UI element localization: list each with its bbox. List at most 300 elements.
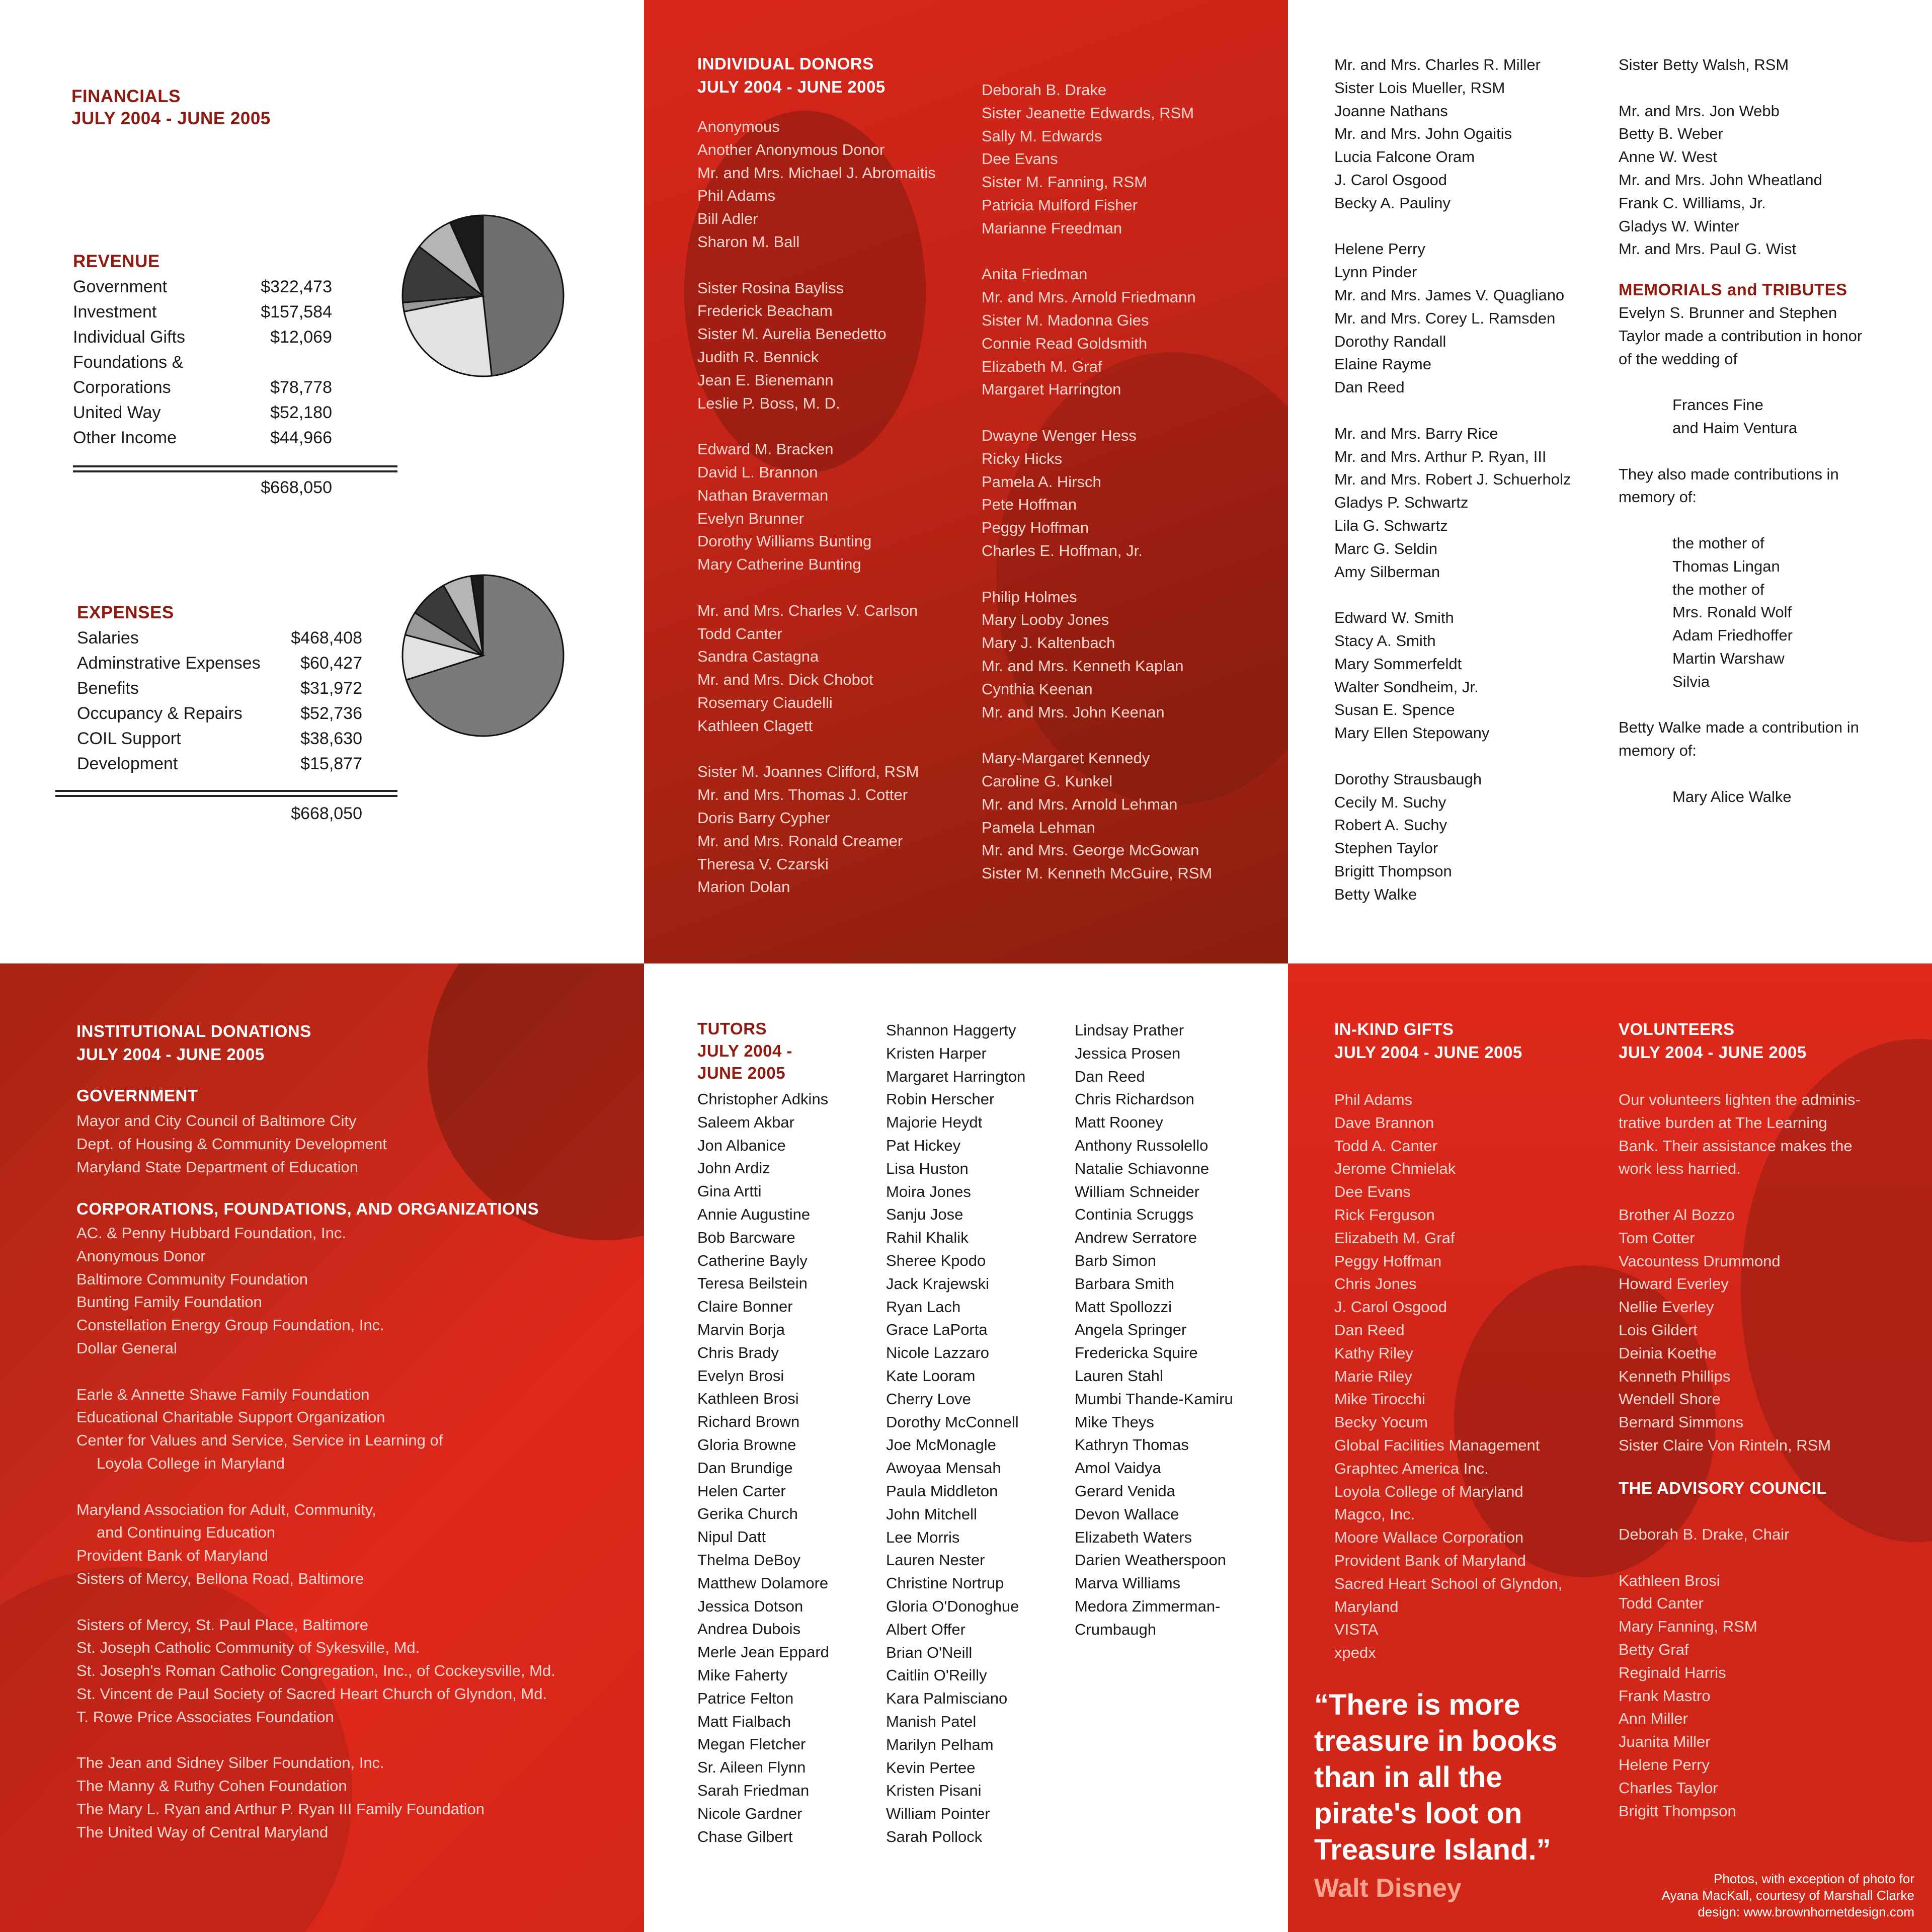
donor-name: Caroline G. Kunkel xyxy=(982,772,1113,790)
donors-column-4 xyxy=(1619,53,1822,261)
revenue-row-label: Other Income xyxy=(73,428,177,447)
tutor-name: Matt Fialbach xyxy=(697,1712,791,1730)
donor-name: Edward M. Bracken xyxy=(697,440,834,458)
tutor-name: Mike Theys xyxy=(1075,1413,1154,1431)
tutor-name: Anthony Russolello xyxy=(1075,1136,1209,1154)
donor-name: Mary-Margaret Kennedy xyxy=(982,749,1150,767)
donor-name: Sister M. Joannes Clifford, RSM xyxy=(697,763,919,781)
revenue-row-value: $322,473 xyxy=(261,277,332,296)
individual-donors-panel xyxy=(644,0,1288,963)
donors-column-3 xyxy=(1334,53,1571,906)
inkind-item: Magco, Inc. xyxy=(1334,1505,1415,1523)
donor-name: Mary Sommerfeldt xyxy=(1334,655,1462,673)
donor-name: Marianne Freedman xyxy=(982,219,1122,237)
quote-line: than in all the xyxy=(1314,1761,1502,1794)
tutor-name: Sarah Friedman xyxy=(697,1781,810,1799)
list-spacer xyxy=(76,1360,555,1383)
expense-row-label: Development xyxy=(77,754,178,773)
tutors-title-line1: TUTORS xyxy=(697,1019,767,1038)
donor-name: Dorothy Williams Bunting xyxy=(697,532,872,550)
volunteer-name: Lois Gildert xyxy=(1619,1321,1698,1339)
corporation-item: Bunting Family Foundation xyxy=(76,1293,262,1311)
inkind-item: Elizabeth M. Graf xyxy=(1334,1229,1455,1247)
inkind-item: Sacred Heart School of Glyndon, xyxy=(1334,1574,1563,1592)
financials-panel xyxy=(0,0,644,963)
donor-name: Mr. and Mrs. John Keenan xyxy=(982,703,1165,721)
inkind-item: Graphtec America Inc. xyxy=(1334,1459,1489,1477)
corporation-item: St. Joseph Catholic Community of Sykesville, Md. xyxy=(76,1639,420,1657)
volunteers-title-line2: JULY 2004 - JUNE 2005 xyxy=(1619,1043,1807,1062)
memorial-text: They also made contributions in xyxy=(1619,465,1839,483)
donor-name: Mr. and Mrs. Ronald Creamer xyxy=(697,832,903,850)
donor-name: Mary Looby Jones xyxy=(982,611,1109,629)
donor-name: Becky A. Pauliny xyxy=(1334,194,1451,212)
list-spacer xyxy=(1334,399,1571,422)
tutor-name: John Mitchell xyxy=(886,1505,977,1523)
corporation-item: Constellation Energy Group Foundation, Inc. xyxy=(76,1316,384,1334)
tutor-name: Natalie Schiavonne xyxy=(1075,1159,1210,1177)
council-member: Deborah B. Drake, Chair xyxy=(1619,1525,1790,1543)
inkind-item: Marie Riley xyxy=(1334,1367,1413,1385)
donor-name: Mr. and Mrs. Michael J. Abromaitis xyxy=(697,164,936,182)
donor-name: Pamela Lehman xyxy=(982,818,1095,836)
expense-row xyxy=(77,676,362,701)
corporation-item: St. Joseph's Roman Catholic Congregation, Inc., of Cockeysville, Md. xyxy=(76,1662,555,1680)
memorial-name: Silvia xyxy=(1672,672,1710,690)
expense-row xyxy=(77,651,362,676)
inkind-item: Mike Tirocchi xyxy=(1334,1390,1425,1408)
expense-row-value: $468,408 xyxy=(291,628,362,648)
donor-name: Sandra Castagna xyxy=(697,648,819,666)
expense-row-label: COIL Support xyxy=(77,729,181,748)
donor-name: Mr. and Mrs. Jon Webb xyxy=(1619,102,1780,120)
donor-name: Sister M. Aurelia Benedetto xyxy=(697,325,887,343)
donor-name: Elaine Rayme xyxy=(1334,355,1431,373)
donor-name: Philip Holmes xyxy=(982,588,1077,606)
revenue-row-value: $52,180 xyxy=(270,403,332,422)
volunteer-name: Deinia Koethe xyxy=(1619,1344,1717,1362)
tutor-name: Marvin Borja xyxy=(697,1320,785,1338)
list-spacer xyxy=(982,240,1212,263)
revenue-row-label: Individual Gifts xyxy=(73,328,185,347)
list-spacer xyxy=(697,254,936,277)
donor-name: Mr. and Mrs. Charles V. Carlson xyxy=(697,601,918,619)
donor-name: Sister M. Madonna Gies xyxy=(982,311,1149,329)
government-item: Dept. of Housing & Community Development xyxy=(76,1135,387,1153)
list-spacer xyxy=(1619,509,1862,532)
tutor-name: Continia Scruggs xyxy=(1075,1205,1194,1224)
tutor-name: Shannon Haggerty xyxy=(886,1021,1016,1039)
donor-name: Mary Ellen Stepowany xyxy=(1334,724,1490,742)
quote-line: treasure in books xyxy=(1314,1725,1558,1757)
donor-name: Deborah B. Drake xyxy=(982,81,1107,99)
donor-name: Anita Friedman xyxy=(982,265,1088,283)
inkind-item: xpedx xyxy=(1334,1644,1376,1662)
donor-name: Sister Lois Mueller, RSM xyxy=(1334,78,1505,97)
advisory-council-heading: THE ADVISORY COUNCIL xyxy=(1619,1479,1827,1497)
tutor-name: Barb Simon xyxy=(1075,1251,1156,1269)
tutors-title xyxy=(697,1018,792,1084)
inkind-item: Kathy Riley xyxy=(1334,1344,1413,1362)
tutor-name: Cherry Love xyxy=(886,1390,971,1408)
donor-name: Mary J. Kaltenbach xyxy=(982,634,1115,652)
tutor-name: Thelma DeBoy xyxy=(697,1551,801,1569)
memorials-body xyxy=(1619,301,1862,809)
tutor-name: Andrew Serratore xyxy=(1075,1229,1197,1247)
volunteer-name: Bernard Simmons xyxy=(1619,1413,1744,1431)
donor-name: Betty Walke xyxy=(1334,885,1417,903)
quote-line: pirate's loot on xyxy=(1314,1797,1522,1830)
tutor-name: Kristen Harper xyxy=(886,1044,987,1062)
inkind-item: Moore Wallace Corporation xyxy=(1334,1528,1524,1547)
quote-author: Walt Disney xyxy=(1314,1874,1462,1903)
tutor-name: Mumbi Thande-Kamiru xyxy=(1075,1390,1233,1408)
list-spacer xyxy=(1619,76,1822,100)
tutor-name: Chris Richardson xyxy=(1075,1090,1194,1108)
expense-row xyxy=(77,726,362,751)
volunteers-intro-line: Bank. Their assistance makes the xyxy=(1619,1137,1853,1155)
tutor-name: Dan Reed xyxy=(1075,1067,1145,1085)
inkind-item: Chris Jones xyxy=(1334,1275,1417,1293)
corporation-item: T. Rowe Price Associates Foundation xyxy=(76,1708,334,1726)
tutor-name: Manish Patel xyxy=(886,1712,977,1730)
revenue-row-label: Investment xyxy=(73,302,157,321)
tutor-name: Kathryn Thomas xyxy=(1075,1436,1189,1454)
tutor-name: Majorie Heydt xyxy=(886,1113,983,1132)
council-member: Frank Mastro xyxy=(1619,1686,1711,1705)
tutor-name: Jessica Dotson xyxy=(697,1597,803,1615)
donor-name: Mr. and Mrs. Barry Rice xyxy=(1334,424,1498,442)
donor-name: Leslie P. Boss, M. D. xyxy=(697,394,840,412)
tutor-name: Angela Springer xyxy=(1075,1321,1187,1339)
revenue-row-value: $157,584 xyxy=(261,302,332,321)
institutional-title-line1: INSTITUTIONAL DONATIONS xyxy=(76,1022,311,1040)
tutor-name: Matt Spollozzi xyxy=(1075,1298,1172,1316)
donor-name: Mr. and Mrs. Arnold Friedmann xyxy=(982,288,1196,306)
list-spacer xyxy=(1619,440,1862,463)
tutor-name: Lauren Nester xyxy=(886,1551,985,1569)
expense-row xyxy=(77,701,362,726)
individual-donors-title xyxy=(697,52,886,99)
volunteers-title-line1: VOLUNTEERS xyxy=(1619,1020,1735,1038)
inkind-item: Peggy Hoffman xyxy=(1334,1252,1442,1270)
donor-name: Dorothy Strausbaugh xyxy=(1334,770,1482,788)
tutor-name: Nicole Lazzaro xyxy=(886,1344,990,1362)
tutor-name: Kristen Pisani xyxy=(886,1782,982,1800)
quote-line: “There is more xyxy=(1314,1688,1520,1721)
tutors-title-line2: JULY 2004 - xyxy=(697,1041,792,1060)
corporation-item: Loyola College in Maryland xyxy=(97,1454,285,1472)
corporation-item: Educational Charitable Support Organization xyxy=(76,1408,385,1426)
donor-name: Dwayne Wenger Hess xyxy=(982,426,1137,444)
donor-name: Elizabeth M. Graf xyxy=(982,357,1102,375)
tutor-name: William Pointer xyxy=(886,1805,990,1823)
list-spacer xyxy=(76,1590,555,1614)
institutional-title xyxy=(76,1020,311,1066)
donor-name: Cynthia Keenan xyxy=(982,680,1093,698)
tutor-name: Dan Brundige xyxy=(697,1459,793,1477)
tutor-name: Chase Gilbert xyxy=(697,1827,793,1845)
corporation-item: Baltimore Community Foundation xyxy=(76,1270,308,1288)
inkind-item: Jerome Chmielak xyxy=(1334,1160,1456,1178)
tutor-name: Gloria O'Donoghue xyxy=(886,1597,1019,1615)
credit-line: design: www.brownhornetdesign.com xyxy=(1698,1904,1914,1919)
tutor-name: Devon Wallace xyxy=(1075,1505,1179,1523)
corporation-item: AC. & Penny Hubbard Foundation, Inc. xyxy=(76,1224,346,1242)
list-spacer xyxy=(1619,762,1862,785)
donor-name: Nathan Braverman xyxy=(697,486,829,504)
donor-name: David L. Brannon xyxy=(697,463,818,481)
expense-row-label: Occupancy & Repairs xyxy=(77,704,243,723)
donor-name: Robert A. Suchy xyxy=(1334,816,1447,834)
list-spacer xyxy=(1334,215,1571,238)
revenue-row xyxy=(73,325,332,350)
tutor-name: Robin Herscher xyxy=(886,1090,995,1108)
donor-name: Dee Evans xyxy=(982,150,1058,168)
tutor-name: Marva Williams xyxy=(1075,1574,1181,1592)
donor-name: Doris Barry Cypher xyxy=(697,809,830,827)
expenses-total: $668,050 xyxy=(291,804,362,823)
corporation-item: Anonymous Donor xyxy=(76,1247,206,1265)
expense-row-value: $60,427 xyxy=(300,654,362,673)
tutor-name: Catherine Bayly xyxy=(697,1251,808,1269)
tutor-name: Christine Nortrup xyxy=(886,1574,1004,1592)
advisory-council-list xyxy=(1619,1523,1789,1822)
donor-name: Betty B. Weber xyxy=(1619,125,1723,143)
tutor-name: Patrice Felton xyxy=(697,1689,794,1707)
financials-title xyxy=(71,86,271,130)
donor-name: Mr. and Mrs. Charles R. Miller xyxy=(1334,56,1541,73)
revenue-heading: REVENUE xyxy=(73,252,160,271)
expense-row-value: $31,972 xyxy=(300,679,362,698)
expense-row-label: Benefits xyxy=(77,679,139,698)
donor-name: Cecily M. Suchy xyxy=(1334,793,1446,811)
photo-credit xyxy=(1662,1871,1914,1920)
list-spacer xyxy=(76,1475,555,1498)
tutor-name: Nicole Gardner xyxy=(697,1804,802,1822)
revenue-row-label: United Way xyxy=(73,403,161,422)
tutor-name: Chris Brady xyxy=(697,1343,779,1361)
tutor-name: Gloria Browne xyxy=(697,1435,796,1454)
council-member: Betty Graf xyxy=(1619,1640,1689,1658)
donor-name: Anne W. West xyxy=(1619,148,1717,166)
donor-name: Stacy A. Smith xyxy=(1334,631,1436,650)
list-spacer xyxy=(982,723,1212,747)
memorial-name: the mother of xyxy=(1672,580,1764,598)
donor-name: Mr. and Mrs. Arthur P. Ryan, III xyxy=(1334,447,1547,465)
volunteer-name: Howard Everley xyxy=(1619,1275,1729,1293)
corporations-list xyxy=(76,1222,555,1844)
volunteers-intro-line: work less harried. xyxy=(1619,1160,1741,1178)
tutor-name: Sanju Jose xyxy=(886,1205,963,1224)
council-member: Brigitt Thompson xyxy=(1619,1802,1736,1820)
tutor-name: Paula Middleton xyxy=(886,1482,998,1500)
volunteer-name: Wendell Shore xyxy=(1619,1390,1721,1408)
donor-name: Sister Rosina Bayliss xyxy=(697,279,844,297)
donor-name: Sally M. Edwards xyxy=(982,127,1102,145)
expense-row xyxy=(77,751,362,776)
donor-name: Charles E. Hoffman, Jr. xyxy=(982,541,1143,559)
donor-name: Mr. and Mrs. George McGowan xyxy=(982,841,1199,859)
revenue-row xyxy=(73,274,332,299)
tutor-name: Barbara Smith xyxy=(1075,1274,1175,1293)
corporation-item: St. Vincent de Paul Society of Sacred Heart Church of Glyndon, Md. xyxy=(76,1684,547,1703)
tutor-name: Brian O'Neill xyxy=(886,1643,973,1661)
donor-name: Brigitt Thompson xyxy=(1334,862,1452,880)
tutor-name: Moira Jones xyxy=(886,1182,971,1200)
revenue-row-label: Corporations xyxy=(73,378,171,397)
donor-name: Connie Read Goldsmith xyxy=(982,334,1148,352)
credit-line: Ayana MacKall, courtesy of Marshall Clarke xyxy=(1661,1888,1914,1903)
tutor-name: Kevin Pertee xyxy=(886,1758,976,1777)
inkind-item: Loyola College of Maryland xyxy=(1334,1482,1523,1500)
donor-name: Pete Hoffman xyxy=(982,496,1077,514)
donor-name: Phil Adams xyxy=(697,187,776,205)
donors-title-line1: INDIVIDUAL DONORS xyxy=(697,54,874,73)
corporation-item: Maryland Association for Adult, Community, xyxy=(76,1500,376,1518)
tutor-name: Kara Palmisciano xyxy=(886,1689,1008,1708)
tutor-name: Lauren Stahl xyxy=(1075,1366,1163,1385)
revenue-table xyxy=(73,274,332,450)
donor-name: Mr. and Mrs. John Wheatland xyxy=(1619,171,1822,189)
quote-text xyxy=(1314,1687,1557,1868)
tutor-name: Ryan Lach xyxy=(886,1298,961,1316)
tutor-name: Amol Vaidya xyxy=(1075,1459,1161,1477)
pie-slice-government xyxy=(483,215,564,376)
donor-name: J. Carol Osgood xyxy=(1334,171,1447,189)
expenses-rule xyxy=(55,790,397,797)
inkind-item: Todd A. Canter xyxy=(1334,1137,1438,1155)
donor-name: Sister Jeanette Edwards, RSM xyxy=(982,104,1194,122)
donor-name: Lila G. Schwartz xyxy=(1334,516,1448,534)
tutor-name: Sr. Aileen Flynn xyxy=(697,1758,806,1777)
corporation-item: Provident Bank of Maryland xyxy=(76,1547,268,1565)
volunteers-intro xyxy=(1619,1088,1861,1180)
list-spacer xyxy=(982,401,1212,424)
tutor-name: Joe McMonagle xyxy=(886,1436,996,1454)
donor-name: Another Anonymous Donor xyxy=(697,140,885,158)
tutor-name: Elizabeth Waters xyxy=(1075,1528,1192,1546)
tutor-name: Jon Albanice xyxy=(697,1136,786,1154)
tutors-column-2 xyxy=(886,1019,1025,1848)
expense-row-value: $52,736 xyxy=(300,704,362,723)
volunteer-name: Brother Al Bozzo xyxy=(1619,1206,1735,1224)
revenue-row-value: $78,778 xyxy=(270,378,332,397)
revenue-total: $668,050 xyxy=(261,478,332,497)
tutor-name: Dorothy McConnell xyxy=(886,1413,1019,1431)
donor-name: Ricky Hicks xyxy=(982,449,1063,467)
inkind-item: Becky Yocum xyxy=(1334,1413,1428,1431)
donor-name: Susan E. Spence xyxy=(1334,701,1455,719)
inkind-item: Dave Brannon xyxy=(1334,1113,1434,1132)
expense-row-label: Adminstrative Expenses xyxy=(77,654,261,673)
corporation-item: Earle & Annette Shawe Family Foundation xyxy=(76,1385,370,1403)
corporation-item: Sisters of Mercy, St. Paul Place, Baltimore xyxy=(76,1616,369,1634)
revenue-section xyxy=(73,249,332,450)
tutor-name: Jessica Prosen xyxy=(1075,1044,1181,1062)
revenue-pie-chart xyxy=(397,210,569,381)
tutor-name: Lee Morris xyxy=(886,1528,960,1546)
donor-name: Todd Canter xyxy=(697,624,782,642)
tutor-name: Claire Bonner xyxy=(697,1298,793,1316)
list-spacer xyxy=(1619,370,1862,393)
financials-title-line2: JULY 2004 - JUNE 2005 xyxy=(71,109,271,128)
memorial-name: Mary Alice Walke xyxy=(1672,787,1792,806)
expenses-table xyxy=(77,625,362,776)
donor-name: Dan Reed xyxy=(1334,378,1405,396)
tutor-name: Fredericka Squire xyxy=(1075,1344,1198,1362)
tutor-name: Megan Fletcher xyxy=(697,1735,806,1753)
tutor-name: Nipul Datt xyxy=(697,1528,766,1546)
expense-row xyxy=(77,625,362,651)
donor-name: Mr. and Mrs. Thomas J. Cotter xyxy=(697,786,908,804)
donor-name: Lynn Pinder xyxy=(1334,263,1417,281)
donor-name: Mr. and Mrs. Robert J. Schuerholz xyxy=(1334,470,1571,489)
tutor-name: Kathleen Brosi xyxy=(697,1390,799,1408)
donor-name: Rosemary Ciaudelli xyxy=(697,693,833,711)
tutor-name: Awoyaa Mensah xyxy=(886,1459,1001,1477)
council-member: Ann Miller xyxy=(1619,1710,1688,1728)
tutor-name: Gina Artti xyxy=(697,1182,762,1200)
donor-name: Gladys W. Winter xyxy=(1619,217,1739,235)
council-member: Reginald Harris xyxy=(1619,1663,1726,1681)
memorial-text: Taylor made a contribution in honor xyxy=(1619,327,1863,345)
institutional-panel xyxy=(0,963,644,1932)
volunteers-title xyxy=(1619,1018,1807,1064)
tutor-name: Teresa Beilstein xyxy=(697,1274,808,1293)
memorial-name: Martin Warshaw xyxy=(1672,649,1785,667)
tutor-name: Caitlin O'Reilly xyxy=(886,1666,987,1684)
memorial-text: memory of: xyxy=(1619,488,1697,506)
tutors-column-3 xyxy=(1075,1019,1233,1641)
inkind-item: Provident Bank of Maryland xyxy=(1334,1551,1526,1569)
tutor-name: Margaret Harrington xyxy=(886,1067,1026,1085)
tutors-title-line3: JUNE 2005 xyxy=(697,1064,786,1082)
council-member: Mary Fanning, RSM xyxy=(1619,1618,1757,1636)
revenue-row-label: Foundations & xyxy=(73,353,184,372)
tutor-name: Gerika Church xyxy=(697,1505,798,1523)
tutor-name: Helen Carter xyxy=(697,1482,786,1500)
tutor-name: Rahil Khalik xyxy=(886,1229,969,1247)
expense-row-value: $15,877 xyxy=(300,754,362,773)
donor-name: Sister M. Fanning, RSM xyxy=(982,173,1148,191)
revenue-row xyxy=(73,299,332,325)
tutor-name: Lisa Huston xyxy=(886,1159,969,1177)
volunteers-intro-line: Our volunteers lighten the adminis- xyxy=(1619,1091,1861,1108)
revenue-row xyxy=(73,400,332,425)
donor-name: Sister M. Kenneth McGuire, RSM xyxy=(982,864,1213,882)
inkind-item: Phil Adams xyxy=(1334,1091,1413,1108)
tutor-name: Merle Jean Eppard xyxy=(697,1643,829,1661)
list-spacer xyxy=(76,1729,555,1752)
list-spacer xyxy=(1334,583,1571,606)
credit-line: Photos, with exception of photo for xyxy=(1714,1871,1914,1886)
tutor-name: Sarah Pollock xyxy=(886,1827,983,1845)
corporations-heading: CORPORATIONS, FOUNDATIONS, AND ORGANIZATIONS xyxy=(76,1199,539,1218)
tutor-name: Bob Barcware xyxy=(697,1228,795,1246)
tutor-name: Christopher Adkins xyxy=(697,1090,829,1108)
inkind-item: Dan Reed xyxy=(1334,1321,1405,1339)
donors-title-line2: JULY 2004 - JUNE 2005 xyxy=(697,77,886,96)
donor-name: Mr. and Mrs. Dick Chobot xyxy=(697,671,873,689)
list-spacer xyxy=(697,738,936,761)
memorials-section xyxy=(1619,278,1862,809)
revenue-row-value: $44,966 xyxy=(270,428,332,447)
revenue-row-label: Government xyxy=(73,277,168,296)
memorials-heading: MEMORIALS and TRIBUTES xyxy=(1619,280,1847,299)
council-member: Juanita Miller xyxy=(1619,1733,1711,1751)
list-spacer xyxy=(1334,745,1571,768)
